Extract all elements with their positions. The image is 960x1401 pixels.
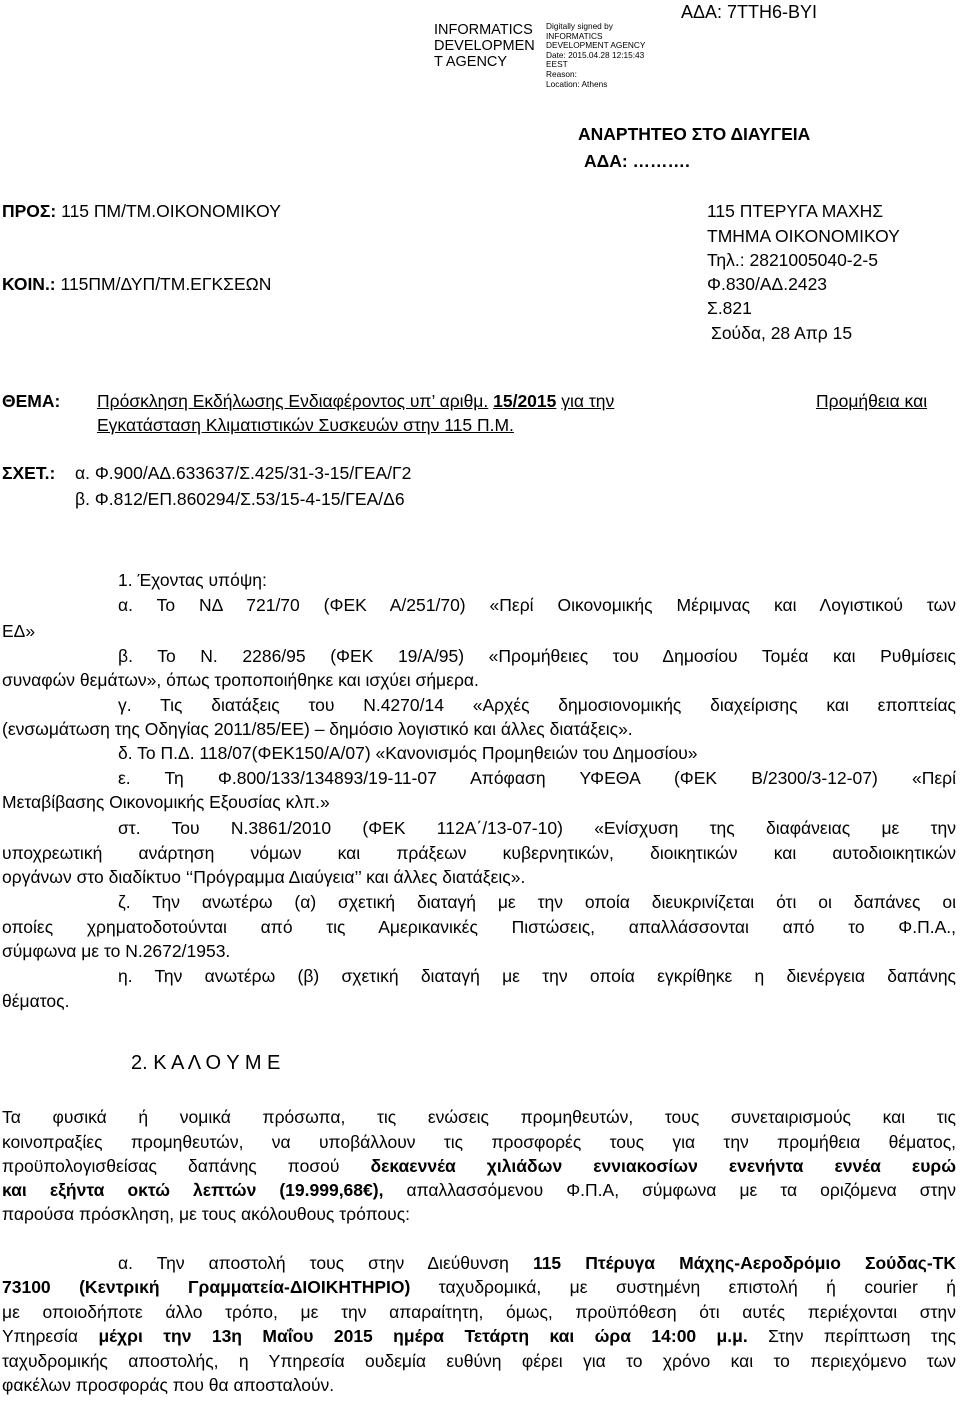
subject-line2: Εγκατάσταση Κλιματιστικών Συσκευών στην 115 Π.Μ. <box>97 415 514 435</box>
reference-b: β. Φ.812/ΕΠ.860294/Σ.53/15-4-15/ΓΕΑ/Δ6 <box>75 489 405 509</box>
to-label: ΠΡΟΣ: <box>2 201 57 221</box>
signature-line: Date: 2015.04.28 12:15:43 <box>546 49 645 60</box>
section2-heading <box>131 1052 280 1075</box>
item-e-line2: Μεταβίβασης Οικονομικής Εξουσίας κλπ.» <box>2 792 330 812</box>
item-h-line2: θέματος. <box>2 991 70 1011</box>
method-a-delivery: ταχυδρομικά, με συστημένη επιστολή ή courier ή <box>438 1277 957 1297</box>
item-a-line1: α. Το ΝΔ 721/70 (ΦΕΚ Α/251/70) «Περί Οικονομικής Μέριμνας και Λογιστικού των <box>118 595 956 615</box>
item-c-line2: (ενσωμάτωση της Οδηγίας 2011/85/ΕΕ) – δημόσιο λογιστικό και άλλες διατάξεις». <box>2 719 633 739</box>
p1-amount-figure: και εξήντα οκτώ λεπτών (19.999,68€), <box>2 1180 384 1200</box>
sender-line: 115 ΠΤΕΡΥΓΑ ΜΑΧΗΣ <box>707 201 884 221</box>
p1-line3-text: προϋπολογισθείσας δαπάνης ποσού <box>2 1156 340 1176</box>
subject-number: 15/2015 <box>493 391 557 411</box>
p1-line5: παρούσα πρόσκληση, με τους ακόλουθους τρόπους: <box>2 1204 410 1224</box>
digital-signature-details <box>546 22 645 89</box>
signature-line: INFORMATICS <box>546 30 603 41</box>
p1-amount-words: δεκαεννέα χιλιάδων εννιακοσίων ενενήντα εννέα ευρώ <box>370 1156 956 1176</box>
item-z-line2: οποίες χρηματοδοτούνται από τις Αμερικανικές Πιστώσεις, απαλλάσσονται από το Φ.Π.Α., <box>2 917 956 937</box>
sender-line: Φ.830/ΑΔ.2423 <box>707 274 828 294</box>
signature-line: Location: Athens <box>546 78 608 89</box>
sender-line: ΤΜΗΜΑ ΟΙΚΟΝΟΜΙΚΟΥ <box>707 226 900 246</box>
ada-code: ΑΔΑ: 7ΤΤΗ6-ΒΥΙ <box>681 2 818 22</box>
item-h-line1: η. Την ανωτέρω (β) σχετική διαταγή με την οποία εγκρίθηκε η διενέργεια δαπάνης <box>118 966 956 986</box>
item-c-line1: γ. Τις διατάξεις του Ν.4270/14 «Αρχές δημοσιονομικής διαχείρισης και εποπτείας <box>118 695 956 715</box>
method-a-address: 115 Πτέρυγα Μάχης-Αεροδρόμιο Σούδας-ΤΚ <box>532 1253 956 1273</box>
method-a-service: Υπηρεσία <box>2 1326 79 1346</box>
subject-label: ΘΕΜΑ: <box>2 391 61 411</box>
method-a-line5: ταχυδρομικής αποστολής, η Υπηρεσία ουδεμία ευθύνη φέρει για το χρόνο και το περιεχόμενο των <box>2 1351 956 1371</box>
method-a-line3: με οποιοδήποτε άλλο τρόπο, με την απαραίτητη, όμως, προϋπόθεση ότι αυτές περιέχονται στην <box>2 1302 956 1322</box>
p1-line3 <box>2 1156 956 1177</box>
item-d-line1: δ. Το Π.Δ. 118/07(ΦΕΚ150/Α/07) «Κανονισμός Προμηθειών του Δημοσίου» <box>118 743 698 763</box>
section1-heading: 1. Έχοντας υπόψη: <box>118 570 267 590</box>
p1-line4-text: απαλλασσόμενου Φ.Π.Α, σύμφωνα με τα οριζόμενα στην <box>406 1180 956 1200</box>
sender-line: Τηλ.: 2821005040-2-5 <box>707 250 878 270</box>
sender-date: Σούδα, 28 Απρ 15 <box>711 323 853 343</box>
reference-a: α. Φ.900/ΑΔ.633637/Σ.425/31-3-15/ΓΕΑ/Γ2 <box>75 463 412 483</box>
recipient-to <box>2 201 281 222</box>
item-st-line3: οργάνων στο διαδίκτυο ‘‘Πρόγραμμα Διαύγεια’’ και άλλες διατάξεις». <box>2 867 526 887</box>
item-z-line1: ζ. Την ανωτέρω (α) σχετική διαταγή με την οποία διευκρινίζεται ότι οι δαπάνες οι <box>118 892 956 912</box>
posted-title: ΑΝΑΡΤΗΤΕΟ ΣΤΟ ΔΙΑΥΓΕΙΑ <box>578 124 811 144</box>
subject-right: Προμήθεια και <box>816 391 928 411</box>
item-a-line2: ΕΔ» <box>2 621 36 641</box>
method-a-line2 <box>2 1277 956 1298</box>
references-label: ΣΧΕΤ.: <box>2 463 56 483</box>
method-a-line6: φακέλων προσφοράς που θα αποσταλούν. <box>2 1375 335 1395</box>
item-e-line1: ε. Τη Φ.800/133/134893/19-11-07 Απόφαση ΥΦΕΘΑ (ΦΕΚ Β/2300/3-12-07) «Περί <box>118 768 956 788</box>
cc-label: ΚΟΙΝ.: <box>2 274 56 294</box>
signature-line: DEVELOPMENT AGENCY <box>546 40 646 51</box>
section2-number: 2. <box>131 1052 148 1074</box>
method-a-line4 <box>2 1326 956 1347</box>
p1-line1: Τα φυσικά ή νομικά πρόσωπα, τις ενώσεις προμηθευτών, τους συνεταιρισμούς και τις <box>2 1107 956 1127</box>
method-a-intro: α. Την αποστολή τους στην Διεύθυνση <box>118 1253 509 1273</box>
item-st-line1: στ. Του Ν.3861/2010 (ΦΕΚ 112Α΄/13-07-10) «Ενίσχυση της διαφάνειας με την <box>118 818 956 838</box>
signature-line: Reason: <box>546 68 577 79</box>
signature-line: Digitally signed by <box>546 21 613 31</box>
subject-for: για την <box>561 391 615 411</box>
sender-line: Σ.821 <box>707 298 752 318</box>
p1-line4 <box>2 1180 956 1201</box>
digital-signer-name: INFORMATICS DEVELOPMEN T AGENCY <box>434 22 535 70</box>
subject-line1 <box>97 391 614 412</box>
to-value: 115 ΠΜ/ΤΜ.ΟΙΚΟΝΟΜΙΚΟΥ <box>61 201 281 221</box>
method-a-line1 <box>118 1253 956 1274</box>
method-a-deadline: μέχρι την 13η Μαΐου 2015 ημέρα Τετάρτη και ώρα 14:00 μ.μ. <box>98 1326 748 1346</box>
item-z-line3: σύμφωνα με το Ν.2672/1953. <box>2 941 231 961</box>
signature-line: EEST <box>546 59 568 70</box>
recipient-cc <box>2 274 271 295</box>
posted-ada: ΑΔΑ: ………. <box>584 151 690 171</box>
method-a-postcode: 73100 (Κεντρική Γραμματεία-ΔΙΟΙΚΗΤΗΡΙΟ) <box>2 1277 411 1297</box>
item-b-line2: συναφών θεμάτων», όπως τροποποιήθηκε και ισχύει σήμερα. <box>2 670 479 690</box>
method-a-case: Στην περίπτωση της <box>768 1326 956 1346</box>
item-b-line1: β. Το Ν. 2286/95 (ΦΕΚ 19/Α/95) «Προμήθειες του Δημοσίου Τομέα και Ρυθμίσεις <box>118 646 956 666</box>
item-st-line2: υποχρεωτική ανάρτηση νόμων και πράξεων κυβερνητικών, διοικητικών και αυτοδιοικητικών <box>2 843 956 863</box>
section2-title: Κ Α Λ Ο Υ Μ Ε <box>153 1052 281 1074</box>
p1-line2: κοινοπραξίες προμηθευτών, να υποβάλλουν τις προσφορές τους για την προμήθεια θέματος, <box>2 1132 956 1152</box>
cc-value: 115ΠΜ/ΔΥΠ/ΤΜ.ΕΓΚΣΕΩΝ <box>60 274 272 294</box>
subject-text: Πρόσκληση Εκδήλωσης Ενδιαφέροντος υπ’ αριθμ. <box>97 391 489 411</box>
